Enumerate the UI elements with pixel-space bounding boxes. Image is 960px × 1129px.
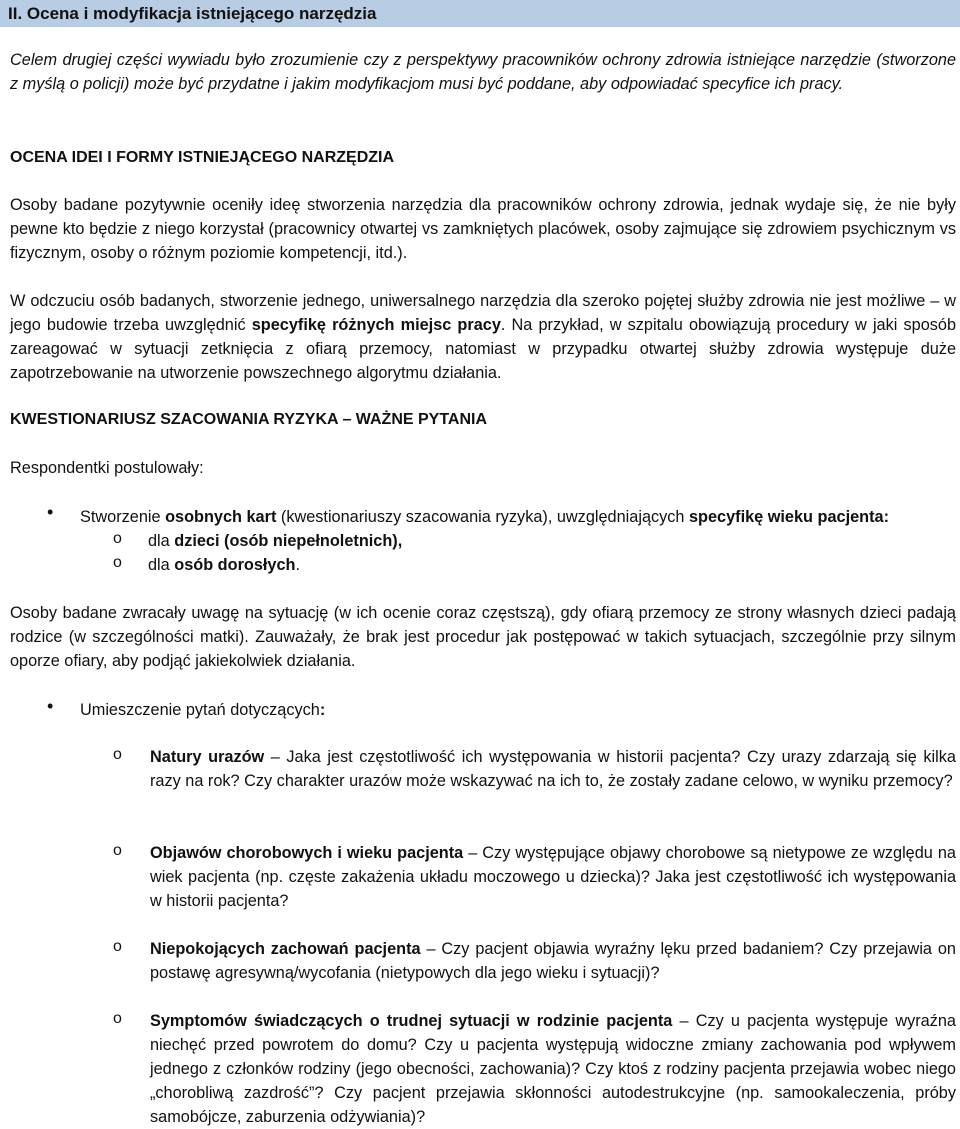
bullet2-text bbox=[80, 698, 325, 722]
bullet2-label: Umieszczenie pytań dotyczących bbox=[80, 701, 320, 719]
bullet1-t2: osobnych kart bbox=[165, 508, 277, 526]
section2-intro: Respondentki postulowały: bbox=[10, 459, 204, 477]
sub-item-post: . bbox=[295, 556, 301, 574]
bullet2-colon: : bbox=[319, 701, 326, 719]
question-item bbox=[150, 937, 956, 985]
sub-item-bold: dzieci bbox=[174, 532, 220, 550]
sub-marker: o bbox=[113, 554, 122, 571]
question-text: – Czy występujące objawy chorobowe są nietypowe ze względu na wiek pacjenta (np. częste zakażenia układu moczowego u dziecka)? Jaka jest częstotliwość ich występowania w historii pacjenta? bbox=[150, 844, 956, 910]
para2-emphasis: specyfikę różnych miejsc pracy bbox=[251, 316, 501, 334]
bullet-marker: • bbox=[47, 502, 54, 522]
question-text: – Czy pacjent objawia wyraźny lęku przed badaniem? Czy przejawia on postawę agresywną/wycofania (nietypowych dla jego wieku i sytuacji)? bbox=[150, 940, 956, 982]
sub-item-adults bbox=[148, 553, 300, 577]
section-title: II. Ocena i modyfikacja istniejącego narzędzia bbox=[8, 4, 377, 23]
question-text: – Czy u pacjenta występuje wyraźna niechęć przed powrotem do domu? Czy u pacjenta występują widoczne zmiany zachowania pod wpływem jednego z członków rodziny (jego obecności, zachowania)? Czy ktoś z rodziny pacjenta przejawia wobec niego „chorobliwą zazdrość”? Czy pacjent przejawia skłonności autodestrukcyjne (np. samookaleczenia, próby samobójcze, zaburzenia odżywiania)? bbox=[150, 1012, 956, 1126]
question-text: – Jaka jest częstotliwość ich występowania w historii pacjenta? Czy urazy zdarzają się kilka razy na rok? Czy charakter urazów może wskazywać na ich to, że zostały zadane celowo, w wyniku przemocy? bbox=[150, 748, 956, 790]
section1-paragraph1: Osoby badane pozytywnie oceniły ideę stworzenia narzędzia dla pracowników ochrony zdrowia, jednak wydaje się, że nie były pewne kto będzie z niego korzystał (pracownicy otwartej vs zamkniętych placówek, osoby zajmujące się zdrowiem psychicznym vs fizycznym, osoby o różnym poziomie kompetencji, itd.). bbox=[10, 196, 956, 262]
question-item bbox=[150, 745, 956, 793]
para2-text-c: . Na przykład, w szpitalu obowiązują procedury w jaki sposób zareagować w sytuacji zetknięcia z ofiarą przemocy, natomiast w przypadku otwartej służby zdrowia występuje duże zapotrzebowanie na utworzenie powszechnego algorytmu działania. bbox=[10, 316, 956, 382]
bullet1-text bbox=[80, 505, 889, 529]
section2-paragraph3: Osoby badane zwracały uwagę na sytuację (w ich ocenie coraz częstszą), gdy ofiarą przemocy ze strony własnych dzieci padają rodzice (w szczególności matki). Zauważały, że brak jest procedur jak postępować w takich sytuacjach, szczególnie przy silnym oporze ofiary, aby podjąć jakiekolwiek działania. bbox=[10, 604, 956, 670]
sub-item-children bbox=[148, 529, 402, 553]
sub-marker: o bbox=[113, 938, 122, 955]
question-topic: Objawów chorobowych i wieku pacjenta bbox=[150, 844, 464, 862]
sub-item-post: (osób niepełnoletnich), bbox=[219, 532, 403, 550]
bullet-marker: • bbox=[47, 696, 54, 716]
bullet1-t4: specyfikę wieku pacjenta: bbox=[689, 508, 889, 526]
section2-heading: KWESTIONARIUSZ SZACOWANIA RYZYKA – WAŻNE PYTANIA bbox=[10, 411, 488, 428]
sub-marker: o bbox=[113, 746, 122, 763]
bullet1-t1: Stworzenie bbox=[80, 508, 166, 526]
bullet1-t3: (kwestionariuszy szacowania ryzyka), uwzględniających bbox=[276, 508, 689, 526]
sub-marker: o bbox=[113, 530, 122, 547]
para2-text-a: W odczuciu osób badanych, stworzenie jednego, uniwersalnego narzędzia dla szeroko pojętej służby zdrowia nie jest możliwe – w jego budowie trzeba uwzględnić bbox=[10, 292, 956, 334]
question-topic: Niepokojących zachowań pacjenta bbox=[150, 940, 421, 958]
sub-item-pre: dla bbox=[148, 532, 175, 550]
section1-heading: OCENA IDEI I FORMY ISTNIEJĄCEGO NARZĘDZIA bbox=[10, 149, 395, 166]
sub-item-bold: osób dorosłych bbox=[174, 556, 296, 574]
sub-marker: o bbox=[113, 1010, 122, 1027]
section-title-bar bbox=[0, 0, 960, 27]
sub-marker: o bbox=[113, 842, 122, 859]
question-item bbox=[150, 1009, 956, 1129]
sub-item-pre: dla bbox=[148, 556, 175, 574]
question-item bbox=[150, 841, 956, 913]
question-topic: Natury urazów bbox=[150, 748, 265, 766]
intro-paragraph: Celem drugiej części wywiadu było zrozumienie czy z perspektywy pracowników ochrony zdrowia istniejące narzędzie (stworzone z myślą o policji) może być przydatne i jakim modyfikacjom musi być poddane, aby odpowiadać specyfice ich pracy. bbox=[10, 51, 956, 93]
question-topic: Symptomów świadczących o trudnej sytuacji w rodzinie pacjenta bbox=[150, 1012, 673, 1030]
section1-paragraph2 bbox=[10, 289, 956, 385]
